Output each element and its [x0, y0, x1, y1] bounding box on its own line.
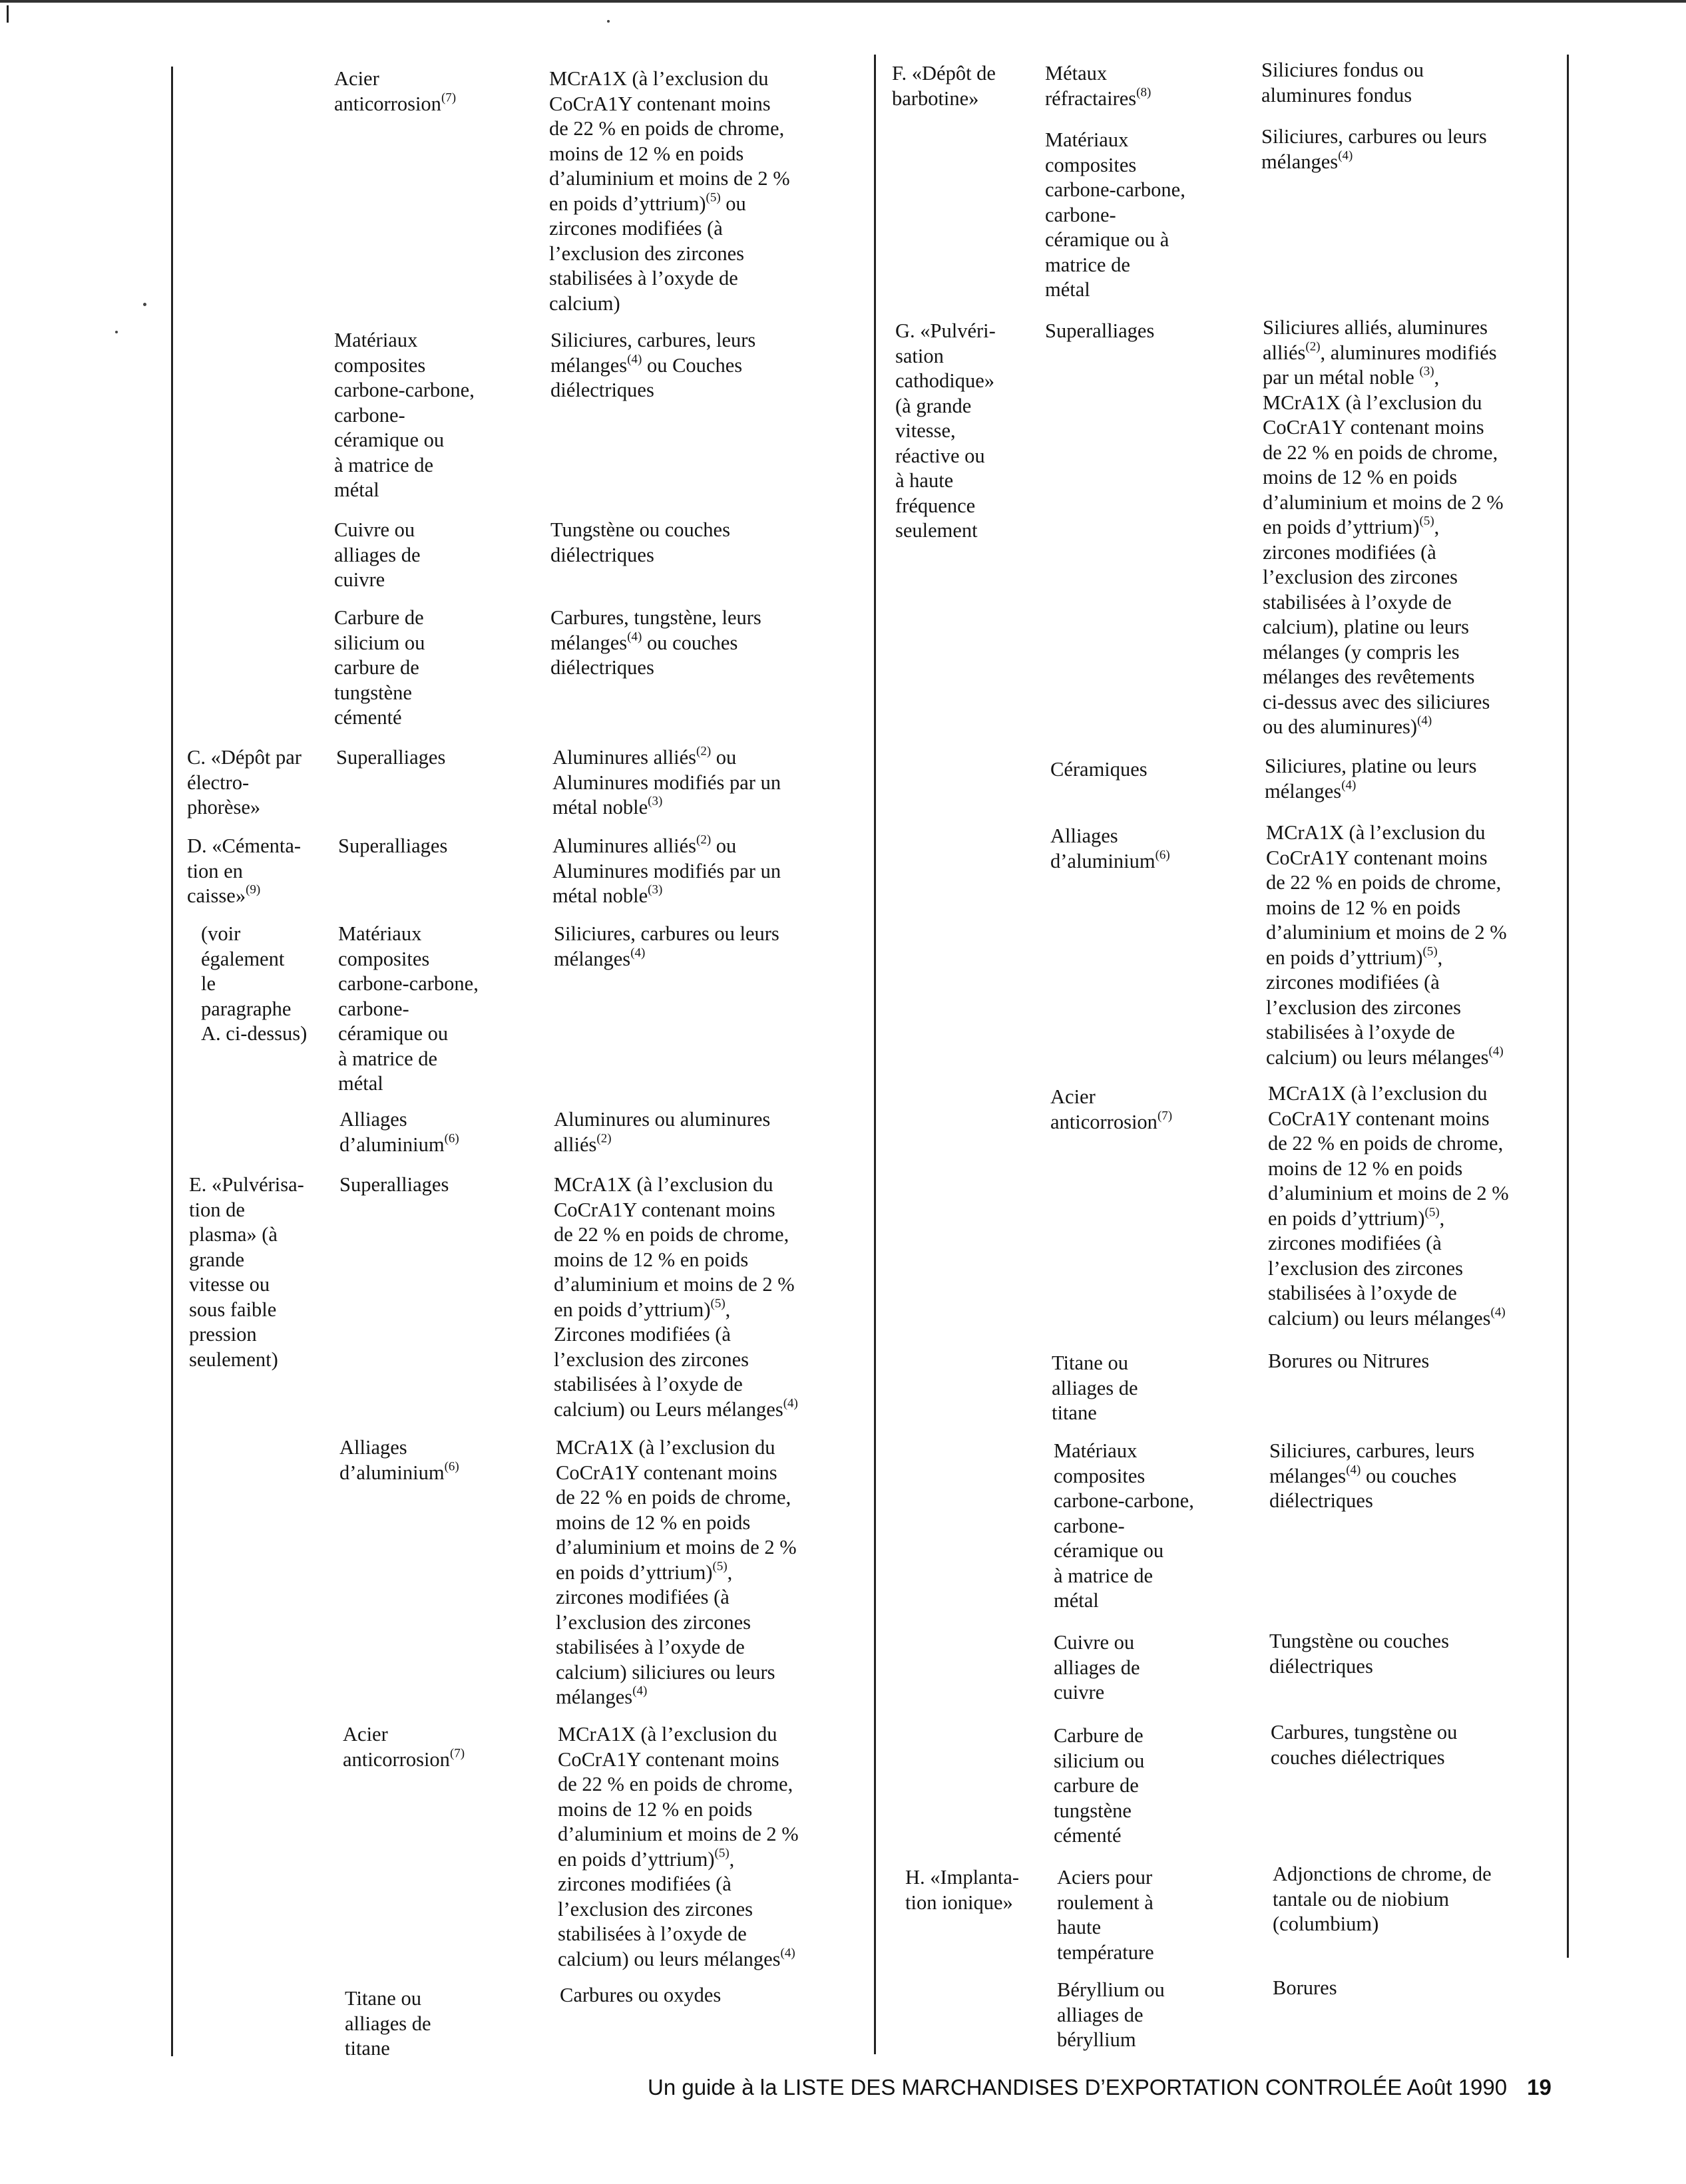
table-cell-coating: MCrA1X (à l’exclusion du CoCrA1Y contenant moins de 22 % en poids de chrome, moins de 12 % en poids d’aluminium et moins de 2 % en poids d’yttrium)$^{(5)}$ ou zircones modifiées (à l’exclusion des zircones stabilisées à l’oxyde de calcium) [549, 67, 790, 315]
table-cell-process: E. «Pulvérisa- tion de plasma» (à grande vitesse ou sous faible pression seulement) [189, 1173, 304, 1371]
top-edge-mark [0, 0, 1686, 3]
table-cell-material: Alliages d’aluminium$^{(6)}$ [339, 1436, 459, 1484]
scan-speck [115, 331, 118, 333]
footer-title: Un guide à la LISTE DES MARCHANDISES D’EXPORTATION CONTROLÉE Août 1990 [648, 2075, 1508, 2099]
table-cell-coating: Siliciures, carbures ou leurs mélanges$^{(4)}$ [554, 922, 779, 970]
scan-speck [607, 20, 610, 23]
table-cell-coating: Tungstène ou couches diélectriques [550, 518, 730, 566]
table-cell-material: Superalliages [339, 1173, 449, 1196]
table-cell-coating: Adjonctions de chrome, de tantale ou de niobium (columbium) [1273, 1863, 1492, 1935]
scan-speck [143, 303, 146, 306]
table-cell-material: Acier anticorrosion$^{(7)}$ [334, 67, 457, 115]
table-cell-material: Matériaux composites carbone-carbone, carbone- céramique ou à matrice de métal [1045, 128, 1185, 301]
table-cell-material: Cuivre ou alliages de cuivre [1054, 1631, 1140, 1704]
table-cell-coating: Siliciures fondus ou aluminures fondus [1261, 59, 1424, 106]
table-cell-process: G. «Pulvéri- sation cathodique» (à grande vitesse, réactive ou à haute fréquence seulement [895, 319, 996, 542]
table-cell-material: Céramiques [1050, 758, 1148, 781]
table-cell-coating: Carbures ou oxydes [560, 1984, 722, 2006]
table-cell-coating: MCrA1X (à l’exclusion du CoCrA1Y contenant moins de 22 % en poids de chrome, moins de 12 % en poids d’aluminium et moins de 2 % en poids d’yttrium)$^{(5)}$, zircones modifiées (à l’exclusion des zircones stabilisées à l’oxyde de calcium) ou leurs mélanges$^{(4)}$ [558, 1723, 799, 1970]
table-cell-material: Carbure de silicium ou carbure de tungstène cémenté [334, 606, 425, 729]
table-cell-material: Béryllium ou alliages de béryllium [1057, 1978, 1165, 2051]
table-cell-process: C. «Dépôt par électro- phorèse» [187, 746, 302, 819]
table-cell-coating: Aluminures ou aluminures alliés$^{(2)}$ [554, 1108, 771, 1156]
table-cell-coating: MCrA1X (à l’exclusion du CoCrA1Y contenant moins de 22 % en poids de chrome, moins de 12 % en poids d’aluminium et moins de 2 % en poids d’yttrium)$^{(5)}$, Zircones modifiées (à l’exclusion des zircones stabilisées à l’oxyde de calcium) ou Leurs mélanges$^{(4)}$ [554, 1173, 798, 1421]
table-cell-material: Matériaux composites carbone-carbone, carbone- céramique ou à matrice de métal [334, 329, 475, 501]
table-cell-material: Superalliages [338, 834, 448, 857]
table-cell-material: Matériaux composites carbone-carbone, carbone- céramique ou à matrice de métal [1054, 1439, 1194, 1612]
left-margin-rule [171, 67, 173, 2056]
table-cell-material: Carbure de silicium ou carbure de tungstène cémenté [1054, 1724, 1145, 1847]
table-cell-process: H. «Implanta- tion ionique» [905, 1866, 1020, 1914]
table-cell-material: Superalliages [336, 746, 446, 769]
table-cell-coating: Borures [1273, 1976, 1337, 1999]
table-cell-coating: Aluminures alliés$^{(2)}$ ou Aluminures modifiés par un métal noble$^{(3)}$ [552, 832, 781, 907]
table-cell-material: Cuivre ou alliages de cuivre [334, 518, 421, 591]
page-footer [648, 2075, 1552, 2100]
table-cell-coating: Siliciures, carbures, leurs mélanges$^{(4)}$ ou Couches diélectriques [550, 329, 756, 401]
center-column-rule [874, 55, 876, 2054]
table-cell-coating: MCrA1X (à l’exclusion du CoCrA1Y contenant moins de 22 % en poids de chrome, moins de 12 % en poids d’aluminium et moins de 2 % en poids d’yttrium)$^{(5)}$, zircones modifiées (à l’exclusion des zircones stabilisées à l’oxyde de calcium) siliciures ou leurs mélanges$^{(4)}$ [556, 1436, 797, 1708]
page-number: 19 [1527, 2075, 1552, 2099]
corner-mark [7, 5, 9, 23]
table-cell-material: Matériaux composites carbone-carbone, carbone- céramique ou à matrice de métal [338, 922, 479, 1095]
table-cell-coating: Siliciures, platine ou leurs mélanges$^{(4)}$ [1265, 755, 1477, 803]
table-cell-material: Titane ou alliages de titane [345, 1987, 431, 2060]
table-cell-coating: MCrA1X (à l’exclusion du CoCrA1Y contenant moins de 22 % en poids de chrome, moins de 12 % en poids d’aluminium et moins de 2 % en poids d’yttrium)$^{(5)}$, zircones modifiées (à l’exclusion des zircones stabilisées à l’oxyde de calcium) ou leurs mélanges$^{(4)}$ [1266, 821, 1507, 1069]
table-cell-process: D. «Cémenta- tion en caisse»$^{(9)}$ [187, 834, 302, 907]
table-cell-material: Alliages d’aluminium$^{(6)}$ [339, 1108, 459, 1156]
table-cell-material: Alliages d’aluminium$^{(6)}$ [1050, 824, 1170, 872]
table-cell-material: Acier anticorrosion$^{(7)}$ [343, 1723, 465, 1771]
table-cell-coating: Siliciures alliés, aluminures alliés$^{(2)}$, aluminures modifiés par un métal noble $^{(3)}$, MCrA1X (à l’exclusion du CoCrA1Y contenant moins de 22 % en poids de chrome, moins de 12 % en poids d’aluminium et moins de 2 % en poids d’yttrium)$^{(5)}$, zircones modifiées (à l’exclusion des zircones stabilisées à l’oxyde de calcium), platine ou leurs mélanges (y compris les mélanges des revêtements ci-dessus avec des siliciures ou des aluminures)$^{(4)}$ [1263, 316, 1504, 738]
table-cell-material: Acier anticorrosion$^{(7)}$ [1050, 1085, 1173, 1133]
table-cell-coating: Borures ou Nitrures [1268, 1350, 1430, 1372]
table-cell-material: Aciers pour roulement à haute température [1057, 1866, 1154, 1964]
table-cell-material: Métaux réfractaires$^{(8)}$ [1045, 62, 1152, 110]
table-cell-process: F. «Dépôt de barbotine» [892, 62, 996, 110]
table-cell-coating: Carbures, tungstène ou couches diélectriques [1271, 1721, 1458, 1769]
table-cell-coating: Aluminures alliés$^{(2)}$ ou Aluminures modifiés par un métal noble$^{(3)}$ [552, 744, 781, 819]
table-cell-coating: MCrA1X (à l’exclusion du CoCrA1Y contenant moins de 22 % en poids de chrome, moins de 12 % en poids d’aluminium et moins de 2 % en poids d’yttrium)$^{(5)}$, zircones modifiées (à l’exclusion des zircones stabilisées à l’oxyde de calcium) ou leurs mélanges$^{(4)}$ [1268, 1082, 1509, 1330]
table-cell-coating: Siliciures, carbures ou leurs mélanges$^{(4)}$ [1261, 125, 1487, 173]
table-cell-coating: Carbures, tungstène, leurs mélanges$^{(4)}$ ou couches diélectriques [550, 606, 761, 679]
table-cell-process: (voir également le paragraphe A. ci-dessus) [201, 922, 308, 1045]
table-cell-coating: Tungstène ou couches diélectriques [1269, 1630, 1449, 1678]
table-cell-material: Superalliages [1045, 319, 1155, 342]
table-cell-coating: Siliciures, carbures, leurs mélanges$^{(4)}$ ou couches diélectriques [1269, 1439, 1475, 1512]
right-margin-rule [1567, 55, 1569, 1958]
table-cell-material: Titane ou alliages de titane [1052, 1352, 1138, 1424]
